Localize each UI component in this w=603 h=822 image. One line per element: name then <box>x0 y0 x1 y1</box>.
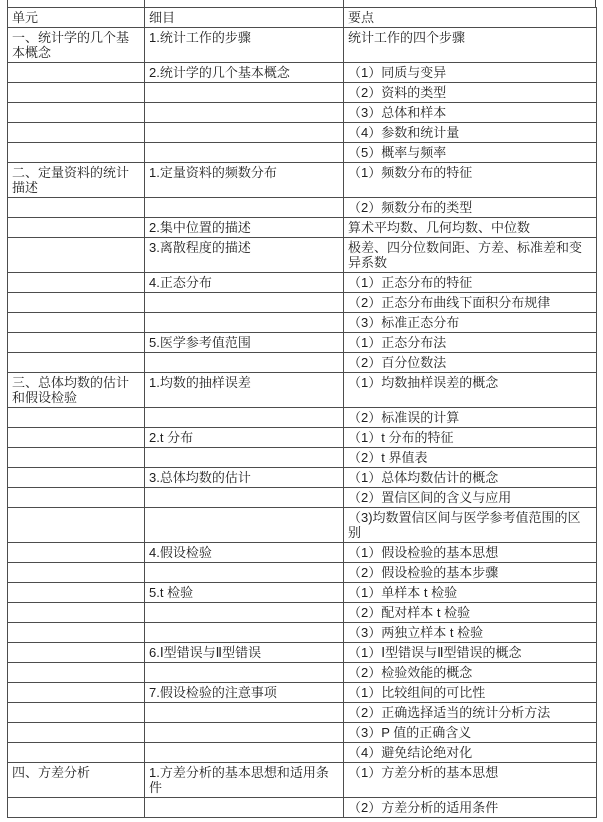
unit-cell <box>8 583 145 603</box>
point-cell: （1）方差分析的基本思想 <box>344 763 597 798</box>
unit-cell <box>8 238 145 273</box>
table-row <box>8 683 597 703</box>
point-cell: （2）频数分布的类型 <box>344 198 597 218</box>
table-row <box>8 313 597 333</box>
point-cell: （2）正态分布曲线下面积分布规律 <box>344 293 597 313</box>
unit-cell: 四、方差分析 <box>8 763 145 798</box>
unit-cell <box>8 663 145 683</box>
detail-cell <box>145 353 344 373</box>
detail-cell <box>145 798 344 818</box>
table-row <box>8 563 597 583</box>
table-row <box>8 333 597 353</box>
unit-cell <box>8 543 145 563</box>
detail-cell: 5.医学参考值范围 <box>145 333 344 353</box>
point-cell: （1）正态分布法 <box>344 333 597 353</box>
detail-cell <box>145 563 344 583</box>
point-cell: （1）正态分布的特征 <box>344 273 597 293</box>
table-row <box>8 198 597 218</box>
unit-cell <box>8 723 145 743</box>
detail-cell <box>145 313 344 333</box>
detail-cell: 7.假设检验的注意事项 <box>145 683 344 703</box>
detail-cell: 1.均数的抽样误差 <box>145 373 344 408</box>
unit-cell <box>8 563 145 583</box>
point-cell: （1）假设检验的基本思想 <box>344 543 597 563</box>
table-row <box>8 583 597 603</box>
detail-cell: 6.Ⅰ型错误与Ⅱ型错误 <box>145 643 344 663</box>
table-row <box>8 603 597 623</box>
table-row <box>8 103 597 123</box>
detail-cell: 2.统计学的几个基本概念 <box>145 63 344 83</box>
point-cell: （1）频数分布的特征 <box>344 163 597 198</box>
unit-cell <box>8 198 145 218</box>
unit-cell: 一、统计学的几个基本概念 <box>8 28 145 63</box>
unit-cell: 二、定量资料的统计描述 <box>8 163 145 198</box>
point-cell: （1）总体均数估计的概念 <box>344 468 597 488</box>
detail-cell <box>145 143 344 163</box>
table-row <box>8 83 597 103</box>
unit-cell <box>8 143 145 163</box>
detail-cell <box>145 293 344 313</box>
point-cell: 极差、四分位数间距、方差、标准差和变异系数 <box>344 238 597 273</box>
point-cell: （2）t 界值表 <box>344 448 597 468</box>
detail-cell <box>145 723 344 743</box>
table-row <box>8 488 597 508</box>
table-row <box>8 293 597 313</box>
unit-cell <box>8 683 145 703</box>
detail-cell: 4.假设检验 <box>145 543 344 563</box>
unit-cell <box>8 123 145 143</box>
unit-cell <box>8 103 145 123</box>
point-cell: （2）百分位数法 <box>344 353 597 373</box>
point-cell: （2）配对样本 t 检验 <box>344 603 597 623</box>
point-cell: （3）P 值的正确含义 <box>344 723 597 743</box>
point-cell: 算术平均数、几何均数、中位数 <box>344 218 597 238</box>
point-cell: （3）标准正态分布 <box>344 313 597 333</box>
table-row <box>8 663 597 683</box>
point-cell: （4）避免结论绝对化 <box>344 743 597 763</box>
unit-cell <box>8 643 145 663</box>
unit-cell <box>8 273 145 293</box>
point-cell: （4）参数和统计量 <box>344 123 597 143</box>
table-row <box>8 273 597 293</box>
table-row <box>8 763 597 798</box>
table-row <box>8 508 597 543</box>
point-cell: 统计工作的四个步骤 <box>344 28 597 63</box>
point-cell: （1）t 分布的特征 <box>344 428 597 448</box>
table-row <box>8 798 597 818</box>
unit-cell <box>8 63 145 83</box>
detail-cell <box>145 743 344 763</box>
unit-cell <box>8 508 145 543</box>
unit-cell <box>8 448 145 468</box>
table-row <box>8 723 597 743</box>
detail-cell <box>145 488 344 508</box>
table-row <box>8 28 597 63</box>
point-cell: （1）Ⅰ型错误与Ⅱ型错误的概念 <box>344 643 597 663</box>
detail-cell: 2.集中位置的描述 <box>145 218 344 238</box>
point-cell: （2）检验效能的概念 <box>344 663 597 683</box>
syllabus-table <box>7 7 597 818</box>
table-row <box>8 468 597 488</box>
detail-cell <box>145 603 344 623</box>
unit-cell <box>8 293 145 313</box>
detail-cell <box>145 663 344 683</box>
detail-cell <box>145 408 344 428</box>
detail-cell <box>145 198 344 218</box>
table-row <box>8 743 597 763</box>
detail-cell: 5.t 检验 <box>145 583 344 603</box>
unit-cell: 三、总体均数的估计和假设检验 <box>8 373 145 408</box>
table-continuation-stub <box>595 0 596 7</box>
table-row <box>8 163 597 198</box>
point-cell: （3)均数置信区间与医学参考值范围的区别 <box>344 508 597 543</box>
detail-cell <box>145 703 344 723</box>
detail-cell: 1.统计工作的步骤 <box>145 28 344 63</box>
detail-cell <box>145 103 344 123</box>
detail-cell <box>145 508 344 543</box>
unit-cell <box>8 353 145 373</box>
point-cell: （1）比较组间的可比性 <box>344 683 597 703</box>
unit-cell <box>8 83 145 103</box>
detail-cell: 2.t 分布 <box>145 428 344 448</box>
table-row <box>8 123 597 143</box>
table-row <box>8 218 597 238</box>
table-header-row <box>8 8 597 28</box>
table-row <box>8 143 597 163</box>
table-row <box>8 353 597 373</box>
detail-cell <box>145 83 344 103</box>
unit-cell <box>8 603 145 623</box>
table-row <box>8 373 597 408</box>
point-cell: （2）假设检验的基本步骤 <box>344 563 597 583</box>
point-cell: （2）方差分析的适用条件 <box>344 798 597 818</box>
table-row <box>8 63 597 83</box>
unit-cell <box>8 798 145 818</box>
unit-cell <box>8 333 145 353</box>
point-cell: （5）概率与频率 <box>344 143 597 163</box>
table-row <box>8 623 597 643</box>
detail-cell: 4.正态分布 <box>145 273 344 293</box>
detail-cell <box>145 623 344 643</box>
table-continuation-stub <box>144 0 145 7</box>
table-row <box>8 703 597 723</box>
point-cell: （1）均数抽样误差的概念 <box>344 373 597 408</box>
unit-cell <box>8 488 145 508</box>
detail-cell: 3.总体均数的估计 <box>145 468 344 488</box>
unit-cell <box>8 623 145 643</box>
unit-cell <box>8 468 145 488</box>
detail-cell <box>145 123 344 143</box>
column-header-detail: 细目 <box>145 8 344 28</box>
table-row <box>8 408 597 428</box>
column-header-unit: 单元 <box>8 8 145 28</box>
detail-cell: 1.定量资料的频数分布 <box>145 163 344 198</box>
unit-cell <box>8 428 145 448</box>
table-row <box>8 238 597 273</box>
column-header-point: 要点 <box>344 8 597 28</box>
detail-cell: 3.离散程度的描述 <box>145 238 344 273</box>
table-row <box>8 448 597 468</box>
point-cell: （3）两独立样本 t 检验 <box>344 623 597 643</box>
point-cell: （2）置信区间的含义与应用 <box>344 488 597 508</box>
point-cell: （2）标准误的计算 <box>344 408 597 428</box>
table-row <box>8 543 597 563</box>
point-cell: （1）单样本 t 检验 <box>344 583 597 603</box>
unit-cell <box>8 218 145 238</box>
table-continuation-stub <box>343 0 344 7</box>
table-continuation-stub <box>7 0 8 7</box>
unit-cell <box>8 313 145 333</box>
unit-cell <box>8 408 145 428</box>
detail-cell: 1.方差分析的基本思想和适用条件 <box>145 763 344 798</box>
unit-cell <box>8 743 145 763</box>
point-cell: （3）总体和样本 <box>344 103 597 123</box>
detail-cell <box>145 448 344 468</box>
table-row <box>8 428 597 448</box>
point-cell: （2）资料的类型 <box>344 83 597 103</box>
point-cell: （2）正确选择适当的统计分析方法 <box>344 703 597 723</box>
point-cell: （1）同质与变异 <box>344 63 597 83</box>
table-row <box>8 643 597 663</box>
unit-cell <box>8 703 145 723</box>
